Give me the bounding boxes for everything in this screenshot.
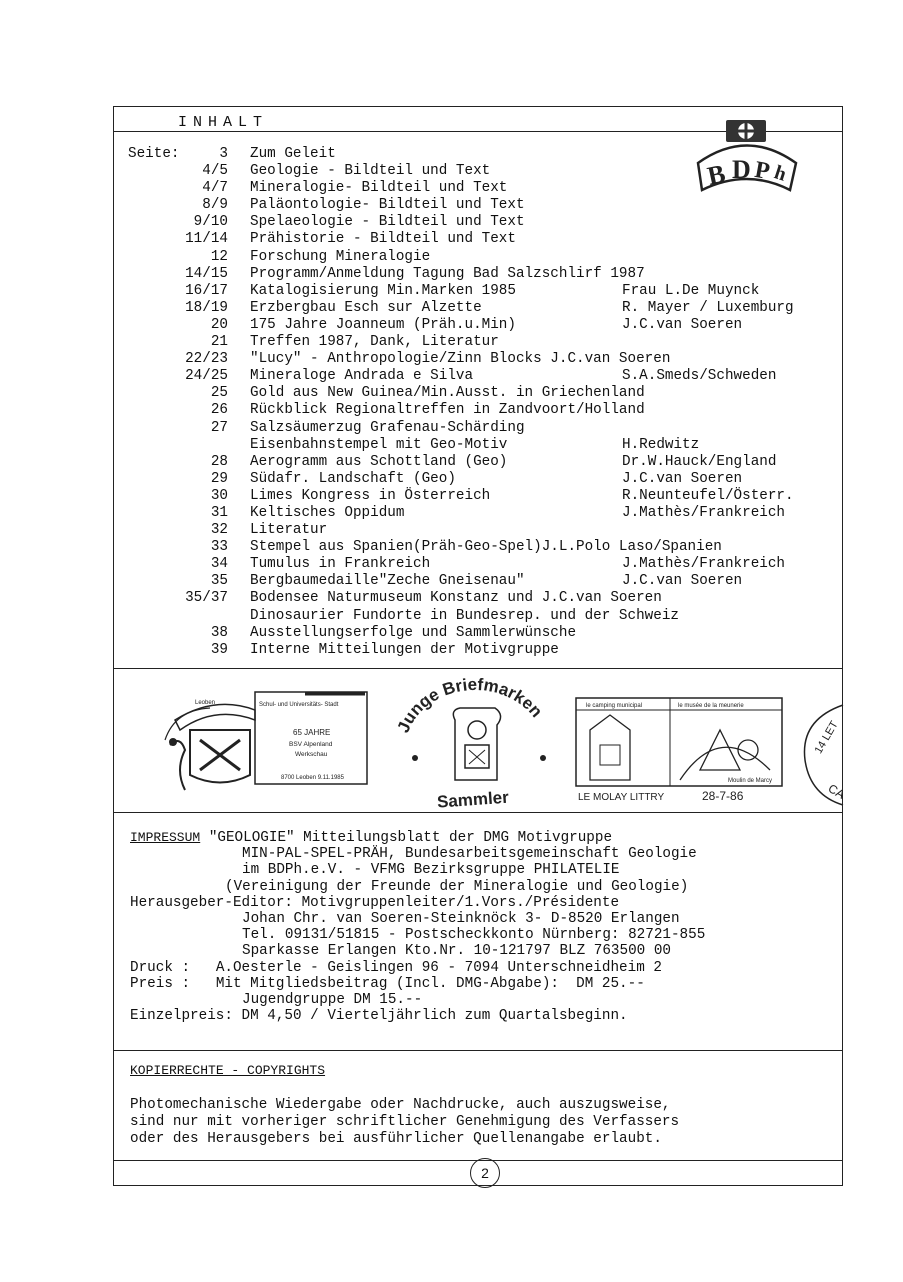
copyright-label: KOPIERRECHTE - COPYRIGHTS: [130, 1063, 326, 1078]
toc-page: 24/25: [185, 368, 228, 385]
toc-page: 22/23: [185, 351, 228, 368]
toc-title: Programm/Anmeldung Tagung Bad Salzschlirf 1987: [250, 265, 645, 282]
toc-author: H.Redwitz: [622, 436, 700, 453]
toc-title: 175 Jahre Joanneum (Präh.u.Min): [250, 316, 516, 333]
druck-label: Druck :: [130, 959, 191, 976]
toc-author: J.C.van Soeren: [622, 470, 743, 487]
stamp-top-text: le musée de la meunerie: [678, 703, 744, 709]
impressum-line: (Vereinigung der Freunde der Mineralogie und Geologie): [225, 878, 689, 895]
toc-author: J.Mathès/Frankreich: [622, 556, 786, 573]
bdph-logo: [692, 118, 802, 198]
toc-page: 18/19: [185, 299, 228, 316]
toc-page: 26: [210, 402, 228, 419]
toc-page: 35: [210, 573, 228, 590]
impressum-line: Johan Chr. van Soeren-Steinknöck 3- D-8520 Erlangen: [242, 911, 680, 928]
postmark-leoben: [155, 680, 375, 805]
stamp-mid-text: Werkschau: [295, 751, 328, 758]
toc-title: Literatur: [250, 522, 328, 539]
svg-text:D: D: [732, 155, 751, 184]
stamp-bottom-text: 8700 Leoben 9.11.1985: [281, 775, 344, 781]
jugend-price: Jugendgruppe DM 15.--: [242, 992, 423, 1009]
toc-title: Dinosaurier Fundorte in Bundesrep. und der Schweiz: [250, 607, 679, 624]
toc-author: S.A.Smeds/Schweden: [622, 368, 777, 385]
toc-page: 33: [210, 539, 228, 556]
preis-label: Preis :: [130, 975, 191, 992]
toc-page: 9/10: [193, 214, 228, 231]
toc-title: Bergbaumedaille"Zeche Gneisenau": [250, 573, 525, 590]
svg-text:B: B: [704, 158, 728, 191]
impressum-line: "GEOLOGIE" Mitteilungsblatt der DMG Motivgruppe: [208, 830, 613, 846]
toc-page: 16/17: [185, 282, 228, 299]
toc-page: 12: [210, 248, 228, 265]
toc-title: Mineralogie- Bildteil und Text: [250, 180, 508, 197]
impressum-block: [130, 830, 705, 1024]
einzel-price: Einzelpreis: DM 4,50 / Vierteljährlich zum Quartalsbeginn.: [130, 1008, 628, 1025]
toc-author: R. Mayer / Luxemburg: [622, 299, 794, 316]
toc-title: Gold aus New Guinea/Min.Ausst. in Griechenland: [250, 385, 645, 402]
copyright-block: [130, 1062, 679, 1148]
svg-text:P: P: [752, 156, 772, 186]
postmark-le-molay-littry: [570, 690, 790, 815]
toc-title: Stempel aus Spanien(Präh-Geo-Spel)J.L.Polo Laso/Spanien: [250, 539, 722, 556]
toc-title: Prähistorie - Bildteil und Text: [250, 231, 516, 248]
postmark-junge-sammler: [385, 670, 565, 815]
toc-page: 8/9: [202, 197, 228, 214]
toc-author: Frau L.De Muynck: [622, 282, 760, 299]
toc-title: Limes Kongress in Österreich: [250, 487, 491, 504]
toc-page: 25: [210, 385, 228, 402]
stamp-top-text: Schul- und Universitäts- Stadt: [259, 702, 339, 708]
impressum-line: MIN-PAL-SPEL-PRÄH, Bundesarbeitsgemeinschaft Geologie: [242, 846, 697, 863]
toc-page: 30: [210, 487, 228, 504]
stamp-mid-text: BSV Alpenland: [289, 741, 333, 748]
toc-title: Geologie - Bildteil und Text: [250, 163, 491, 180]
toc-page: 35/37: [185, 590, 228, 607]
svg-text:h: h: [771, 161, 790, 186]
toc-page: 31: [210, 504, 228, 521]
toc-page: 4/7: [202, 180, 228, 197]
toc-page: 20: [210, 316, 228, 333]
toc-page: 29: [210, 470, 228, 487]
impressum-line: im BDPh.e.V. - VFMG Bezirksgruppe PHILATELIE: [242, 862, 620, 879]
toc-page: 27: [210, 419, 228, 436]
stamp-small-text: Leoben: [195, 700, 216, 706]
toc-title: Südafr. Landschaft (Geo): [250, 470, 456, 487]
impressum-label: IMPRESSUM: [130, 830, 201, 845]
stamp-top-text: le camping municipal: [586, 703, 643, 709]
toc-author: R.Neunteufel/Österr.: [622, 487, 794, 504]
toc-title: Tumulus in Frankreich: [250, 556, 431, 573]
toc-author: J.C.van Soeren: [622, 316, 743, 333]
toc-page: 38: [210, 624, 228, 641]
seite-label: Seite:: [128, 146, 180, 162]
copyright-line: Photomechanische Wiedergabe oder Nachdrucke, auch auszugsweise,: [130, 1097, 671, 1113]
druck-value: A.Oesterle - Geislingen 96 - 7094 Unterschneidheim 2: [215, 959, 662, 976]
stamp-arc-text: Junge Briefmarken: [393, 674, 547, 736]
postmark-partial: [800, 700, 848, 815]
toc-title: Interne Mitteilungen der Motivgruppe: [250, 641, 559, 658]
impressum-line: Sparkasse Erlangen Kto.Nr. 10-121797 BLZ 763500 00: [242, 943, 671, 960]
toc-author: J.C.van Soeren: [622, 573, 743, 590]
toc-title: "Lucy" - Anthropologie/Zinn Blocks J.C.van Soeren: [250, 351, 671, 368]
impressum-line: Tel. 09131/51815 - Postscheckkonto Nürnberg: 82721-855: [242, 927, 706, 944]
stamp-mid-text: Moulin de Marcy: [728, 778, 773, 784]
toc-title: Aerogramm aus Schottland (Geo): [250, 453, 508, 470]
toc-page: 11/14: [185, 231, 228, 248]
toc-title: Bodensee Naturmuseum Konstanz und J.C.van Soeren: [250, 590, 662, 607]
toc-page: 34: [210, 556, 228, 573]
toc-page: 3: [219, 146, 228, 162]
toc-page: 32: [210, 522, 228, 539]
toc-title: Forschung Mineralogie: [250, 248, 431, 265]
stamp-bottom-text: LE MOLAY LITTRY: [578, 792, 665, 803]
toc-title: Ausstellungserfolge und Sammlerwünsche: [250, 624, 577, 641]
toc-author: Dr.W.Hauck/England: [622, 453, 777, 470]
toc-page: 4/5: [202, 163, 228, 180]
contents-title: INHALT: [178, 114, 269, 131]
toc-title: Rückblick Regionaltreffen in Zandvoort/Holland: [250, 402, 645, 419]
toc-title: Erzbergbau Esch sur Alzette: [250, 299, 482, 316]
stamps-top-rule: [113, 668, 843, 669]
toc-page: 28: [210, 453, 228, 470]
stamp-date-text: 28-7-86: [702, 789, 744, 803]
stamp-mid-text: 65 JAHRE: [293, 728, 331, 737]
page-number: 2: [470, 1158, 500, 1188]
toc-title: Katalogisierung Min.Marken 1985: [250, 282, 516, 299]
copyright-line: sind nur mit vorheriger schriftlicher Genehmigung des Verfassers: [130, 1114, 680, 1130]
toc-author: J.Mathès/Frankreich: [622, 504, 786, 521]
stamp-bottom-text: Sammler: [436, 787, 510, 810]
preis-value: Mit Mitgliedsbeitrag (Incl. DMG-Abgabe): DM 25.--: [215, 975, 645, 992]
stamp-text: CA: [825, 781, 848, 802]
stamp-text: 14 LET: [812, 719, 841, 756]
toc-title: Paläontologie- Bildteil und Text: [250, 197, 525, 214]
toc-title: Mineraloge Andrada e Silva: [250, 368, 474, 385]
copyright-line: oder des Herausgebers bei ausführlicher Quellenangabe erlaubt.: [130, 1131, 662, 1147]
impressum-line: Herausgeber-Editor: Motivgruppenleiter/1.Vors./Présidente: [130, 894, 620, 911]
toc-title: Keltisches Oppidum: [250, 504, 405, 521]
toc-page: 14/15: [185, 265, 228, 282]
toc-title: Eisenbahnstempel mit Geo-Motiv: [250, 436, 508, 453]
toc-title: Treffen 1987, Dank, Literatur: [250, 334, 499, 351]
toc-page: 21: [210, 334, 228, 351]
toc-page: 39: [210, 641, 228, 658]
copyright-top-rule: [113, 1050, 843, 1051]
toc-title: Zum Geleit: [250, 146, 336, 162]
toc-title: Salzsäumerzug Grafenau-Schärding: [250, 419, 525, 436]
toc-title: Spelaeologie - Bildteil und Text: [250, 214, 525, 231]
